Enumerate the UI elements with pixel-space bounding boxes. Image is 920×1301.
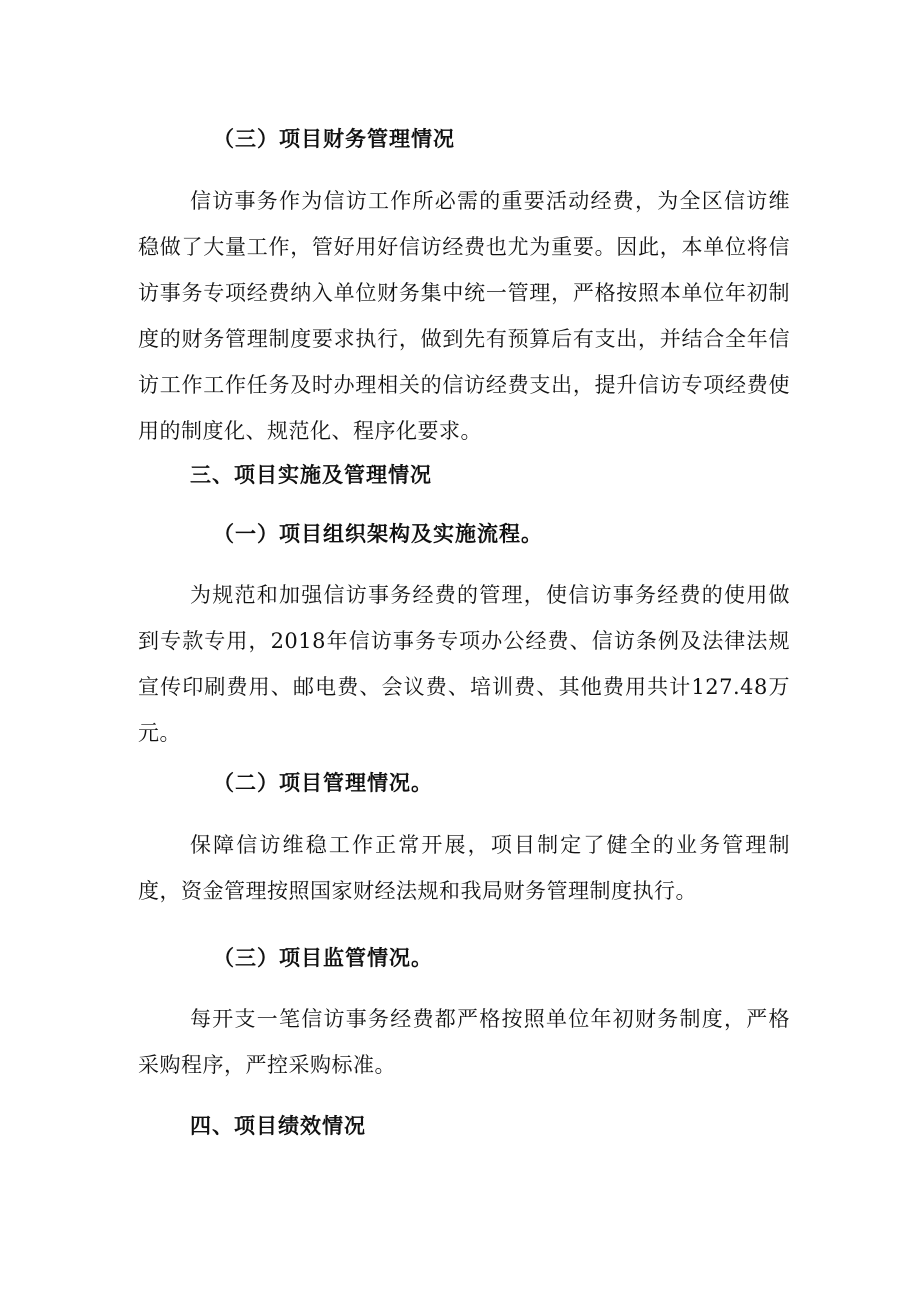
- paragraph-project-supervision: 每开支一笔信访事务经费都严格按照单位年初财务制度，严格采购程序，严控采购标准。: [138, 1007, 790, 1077]
- heading-project-management: （二）项目管理情况。: [213, 770, 433, 795]
- paragraph-project-management: 保障信访维稳工作正常开展，项目制定了健全的业务管理制度，资金管理按照国家财经法规和我局财务管理制度执行。: [138, 833, 790, 903]
- heading-org-structure-process: （一）项目组织架构及实施流程。: [213, 521, 543, 546]
- paragraph-finance-management: 信访事务作为信访工作所必需的重要活动经费，为全区信访维稳做了大量工作，管好用好信访经费也尤为重要。因此，本单位将信访事务专项经费纳入单位财务集中统一管理，严格按照本单位年初制度的财务管理制度要求执行，做到先有预算后有支出，并结合全年信访工作工作任务及时办理相关的信访经费支出，提升信访专项经费使用的制度化、规范化、程序化要求。: [138, 189, 790, 443]
- heading-implementation-management: 三、项目实施及管理情况: [190, 462, 432, 487]
- heading-project-performance: 四、项目绩效情况: [190, 1113, 366, 1138]
- heading-project-finance-management: （三）项目财务管理情况: [213, 126, 455, 151]
- heading-project-supervision: （三）项目监管情况。: [213, 945, 433, 970]
- paragraph-org-structure-process: 为规范和加强信访事务经费的管理，使信访事务经费的使用做到专款专用，2018年信访事务专项办公经费、信访条例及法律法规宣传印刷费用、邮电费、会议费、培训费、其他费用共计127.48万元。: [138, 583, 790, 745]
